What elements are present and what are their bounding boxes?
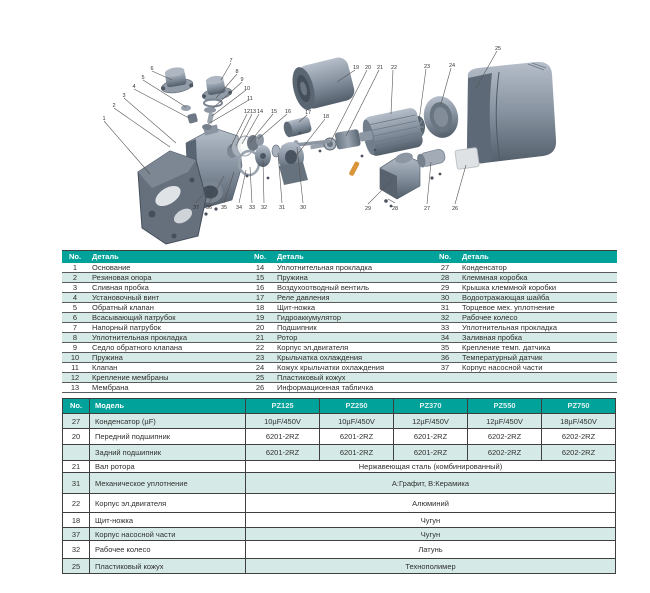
parts-row: 12 Крепление мембраны 25 Пластиковый кожух <box>62 373 617 383</box>
part-label: 20 <box>364 65 372 71</box>
parts-row: 9 Седло обратного клапана 22 Корпус эл.двигателя 35 Крепление темп. датчика <box>62 343 617 353</box>
pressure-relay-shape <box>282 116 312 138</box>
part-label: 9 <box>240 77 244 83</box>
part-label: 28 <box>391 206 399 212</box>
parts-row: 5 Обратный клапан 18 Щит-ножка 31 Торцевое мех. уплотнение <box>62 303 617 313</box>
parts-list-table <box>62 250 617 393</box>
terminal-box-shape <box>380 151 420 199</box>
col-no-header: No. <box>432 251 458 264</box>
col-part-header: Деталь <box>273 251 432 264</box>
part-label: 8 <box>235 69 239 75</box>
spec-row: Задний подшипник 6201-2RZ 6201-2RZ 6201-2RZ 6202-2RZ 6202-2RZ <box>63 445 616 461</box>
col-no-header: No. <box>247 251 273 264</box>
model-pz125-header: PZ125 <box>246 399 320 414</box>
key-pin-shape <box>348 161 359 177</box>
parts-header-row <box>62 251 617 264</box>
part-label: 15 <box>270 109 278 115</box>
parts-row: 13 Мембрана 26 Информационная табличка <box>62 383 617 393</box>
fan-cover-shape <box>420 93 462 141</box>
spec-table <box>62 398 616 574</box>
part-label: 34 <box>235 205 243 211</box>
bearing-shape <box>324 138 336 150</box>
info-plate-shape <box>455 148 479 170</box>
spec-row: 31 Механическое уплотнение А:Графит, В:Керамика <box>63 473 616 494</box>
spec-row: 37 Корпус насосной части Чугун <box>63 528 616 541</box>
exploded-diagram <box>0 0 650 255</box>
part-label: 36 <box>205 205 213 211</box>
spec-row: 20 Передний подшипник 6201-2RZ 6201-2RZ 6201-2RZ 6202-2RZ 6202-2RZ <box>63 429 616 445</box>
part-label: 33 <box>248 205 256 211</box>
part-label: 29 <box>364 206 372 212</box>
part-label: 18 <box>322 114 330 120</box>
part-label: 27 <box>423 206 431 212</box>
plastic-cover-shape <box>467 62 556 163</box>
part-label: 11 <box>247 96 253 102</box>
col-no-header: No. <box>63 399 90 414</box>
col-part-header: Деталь <box>88 251 247 264</box>
part-label: 16 <box>284 109 292 115</box>
part-label: 31 <box>278 205 286 211</box>
tank-shape <box>289 55 360 112</box>
parts-row: 10 Пружина 23 Крыльчатка охлаждения 36 Температурный датчик <box>62 353 617 363</box>
part-label: 14 <box>256 109 264 115</box>
parts-row: 2 Резиновая опора 15 Пружина 28 Клеммная коробка <box>62 273 617 283</box>
part-label: 7 <box>229 58 233 64</box>
end-shield-shape <box>278 142 308 185</box>
part-label: 22 <box>390 65 398 71</box>
part-label: 19 <box>352 65 360 71</box>
col-no-header: No. <box>62 251 88 264</box>
spec-row: 22 Корпус эл.двигателя Алюминий <box>63 494 616 513</box>
spec-row: 25 Пластиковый кожух Технополимер <box>63 559 616 574</box>
part-label: 12 <box>243 109 251 115</box>
part-label: 30 <box>299 205 307 211</box>
spec-row: 27 Конденсатор (µF) 10µF/450V 10µF/450V 12µF/450V 12µF/450V 18µF/450V <box>63 414 616 429</box>
parts-row: 11 Клапан 24 Кожух крыльчатки охлаждения 37 Корпус насосной части <box>62 363 617 373</box>
part-label: 5 <box>141 75 145 81</box>
model-pz550-header: PZ550 <box>468 399 542 414</box>
part-label: 13 <box>249 109 257 115</box>
parts-row: 6 Всасывающий патрубок 19 Гидроаккумулятор 32 Рабочее колесо <box>62 313 617 323</box>
part-label: 6 <box>150 66 154 72</box>
part-label: 2 <box>112 103 116 109</box>
part-label: 1 <box>102 116 106 122</box>
capacitor-shape <box>416 148 447 168</box>
part-label: 10 <box>243 86 251 92</box>
part-label: 23 <box>423 64 431 70</box>
part-label: 35 <box>220 205 228 211</box>
parts-row: 4 Установочный винт 17 Реле давления 30 Водоотражающая шайба <box>62 293 617 303</box>
col-part-header: Деталь <box>458 251 617 264</box>
part-label: 4 <box>132 84 136 90</box>
spec-header-row <box>63 399 616 414</box>
parts-row: 1 Основание 14 Уплотнительная прокладка 27 Конденсатор <box>62 263 617 273</box>
parts-row: 8 Уплотнительная прокладка 21 Ротор 34 Заливная пробка <box>62 333 617 343</box>
discharge-flange-shape <box>199 74 233 103</box>
part-label: 17 <box>304 110 312 116</box>
part-label: 26 <box>451 206 459 212</box>
suction-flange-shape <box>158 65 194 95</box>
part-label: 24 <box>448 63 456 69</box>
part-label: 3 <box>122 93 126 99</box>
model-pz370-header: PZ370 <box>394 399 468 414</box>
spec-row: 18 Щит-ножка Чугун <box>63 513 616 528</box>
col-model-header: Модель <box>90 399 246 414</box>
part-label: 37 <box>192 205 200 211</box>
parts-row: 3 Сливная пробка 16 Воздухоотводный вентиль 29 Крышка клеммной коробки <box>62 283 617 293</box>
spec-row: 32 Рабочее колесо Латунь <box>63 541 616 559</box>
spec-row: 21 Вал ротора Нержавеющая сталь (комбинированный) <box>63 461 616 473</box>
part-label: 25 <box>494 46 502 52</box>
part-label: 32 <box>260 205 268 211</box>
part-label: 21 <box>376 65 384 71</box>
model-pz750-header: PZ750 <box>542 399 616 414</box>
parts-row: 7 Напорный патрубок 20 Подшипник 33 Уплотнительная прокладка <box>62 323 617 333</box>
base-plate-shape <box>138 151 206 244</box>
check-valve-parts-shape <box>181 105 216 130</box>
model-pz250-header: PZ250 <box>320 399 394 414</box>
